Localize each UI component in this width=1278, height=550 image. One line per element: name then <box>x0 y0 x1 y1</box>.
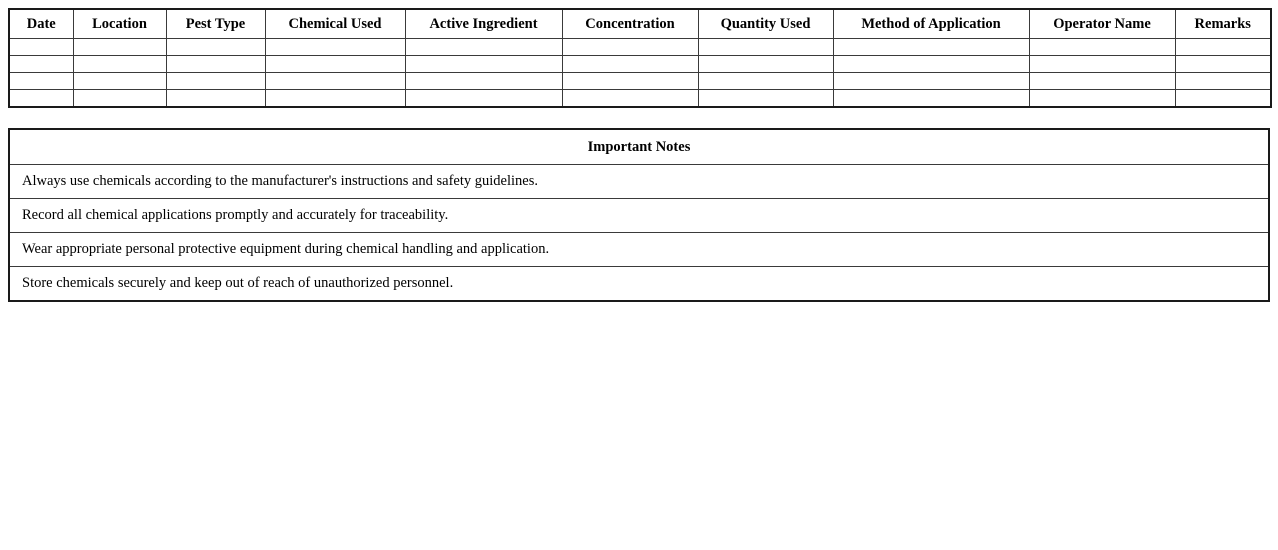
cell-remarks[interactable] <box>1175 73 1271 90</box>
cell-method-of-application[interactable] <box>833 39 1029 56</box>
cell-active-ingredient[interactable] <box>405 39 562 56</box>
cell-quantity-used[interactable] <box>698 39 833 56</box>
column-header-location: Location <box>73 9 166 39</box>
cell-method-of-application[interactable] <box>833 90 1029 108</box>
cell-method-of-application[interactable] <box>833 56 1029 73</box>
note-text: Record all chemical applications promptly and accurately for traceability. <box>9 199 1269 233</box>
note-text: Wear appropriate personal protective equipment during chemical handling and application. <box>9 233 1269 267</box>
table-row[interactable] <box>9 73 1271 90</box>
column-header-remarks: Remarks <box>1175 9 1271 39</box>
cell-date[interactable] <box>9 39 73 56</box>
list-item <box>9 233 1269 267</box>
cell-chemical-used[interactable] <box>265 73 405 90</box>
note-text: Always use chemicals according to the manufacturer's instructions and safety guidelines. <box>9 165 1269 199</box>
table-spacer <box>8 108 1270 128</box>
cell-operator-name[interactable] <box>1029 90 1175 108</box>
note-text: Store chemicals securely and keep out of reach of unauthorized personnel. <box>9 267 1269 302</box>
cell-location[interactable] <box>73 90 166 108</box>
cell-quantity-used[interactable] <box>698 73 833 90</box>
cell-location[interactable] <box>73 39 166 56</box>
cell-chemical-used[interactable] <box>265 90 405 108</box>
column-header-quantity-used: Quantity Used <box>698 9 833 39</box>
cell-concentration[interactable] <box>562 90 698 108</box>
notes-table-body <box>9 165 1269 302</box>
column-header-date: Date <box>9 9 73 39</box>
table-row[interactable] <box>9 39 1271 56</box>
column-header-pest-type: Pest Type <box>166 9 265 39</box>
cell-active-ingredient[interactable] <box>405 56 562 73</box>
cell-quantity-used[interactable] <box>698 56 833 73</box>
cell-pest-type[interactable] <box>166 39 265 56</box>
column-header-active-ingredient: Active Ingredient <box>405 9 562 39</box>
list-item <box>9 199 1269 233</box>
cell-concentration[interactable] <box>562 73 698 90</box>
table-row[interactable] <box>9 56 1271 73</box>
cell-chemical-used[interactable] <box>265 56 405 73</box>
cell-location[interactable] <box>73 56 166 73</box>
notes-title: Important Notes <box>9 129 1269 165</box>
cell-pest-type[interactable] <box>166 90 265 108</box>
log-header-row <box>9 9 1271 39</box>
cell-operator-name[interactable] <box>1029 56 1175 73</box>
cell-concentration[interactable] <box>562 39 698 56</box>
cell-active-ingredient[interactable] <box>405 90 562 108</box>
cell-active-ingredient[interactable] <box>405 73 562 90</box>
cell-method-of-application[interactable] <box>833 73 1029 90</box>
cell-location[interactable] <box>73 73 166 90</box>
column-header-concentration: Concentration <box>562 9 698 39</box>
table-row[interactable] <box>9 90 1271 108</box>
cell-quantity-used[interactable] <box>698 90 833 108</box>
column-header-method-of-application: Method of Application <box>833 9 1029 39</box>
list-item <box>9 267 1269 302</box>
notes-title-row <box>9 129 1269 165</box>
log-table-body <box>9 39 1271 108</box>
chemical-application-log-table <box>8 8 1272 108</box>
column-header-chemical-used: Chemical Used <box>265 9 405 39</box>
cell-remarks[interactable] <box>1175 39 1271 56</box>
cell-remarks[interactable] <box>1175 56 1271 73</box>
cell-date[interactable] <box>9 73 73 90</box>
cell-remarks[interactable] <box>1175 90 1271 108</box>
notes-table-header <box>9 129 1269 165</box>
log-table-header <box>9 9 1271 39</box>
column-header-operator-name: Operator Name <box>1029 9 1175 39</box>
cell-chemical-used[interactable] <box>265 39 405 56</box>
cell-pest-type[interactable] <box>166 73 265 90</box>
cell-operator-name[interactable] <box>1029 39 1175 56</box>
list-item <box>9 165 1269 199</box>
cell-date[interactable] <box>9 90 73 108</box>
important-notes-table <box>8 128 1270 302</box>
cell-concentration[interactable] <box>562 56 698 73</box>
cell-date[interactable] <box>9 56 73 73</box>
cell-operator-name[interactable] <box>1029 73 1175 90</box>
cell-pest-type[interactable] <box>166 56 265 73</box>
